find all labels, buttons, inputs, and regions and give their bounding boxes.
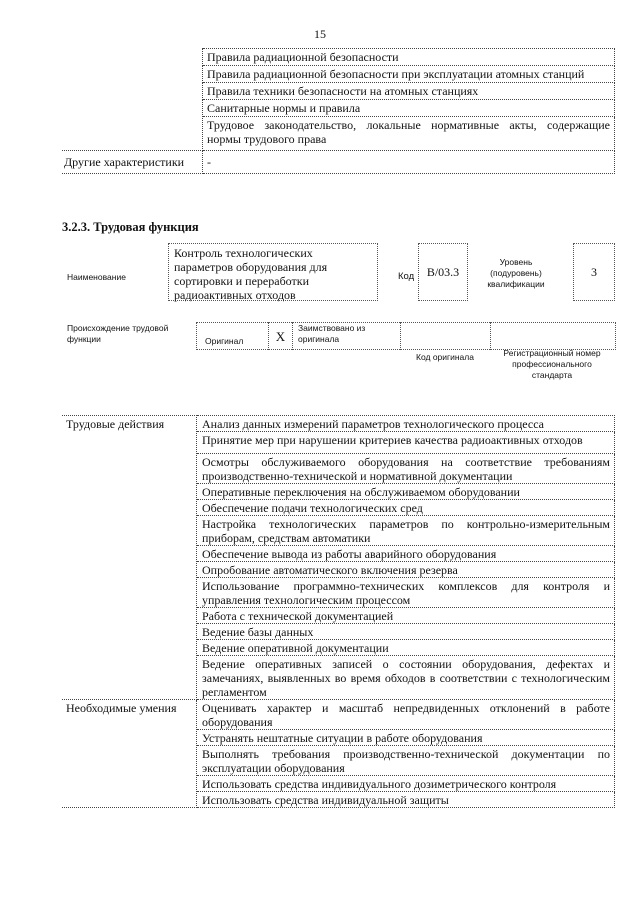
actions-label: Трудовые действия [62, 416, 197, 700]
other-characteristics-label: Другие характеристики [62, 151, 203, 174]
list-item: Правила радиационной безопасности [203, 49, 615, 66]
skill-item: Использовать средства индивидуального дозиметрического контроля [197, 776, 615, 792]
name-label: Наименование [67, 272, 126, 282]
empty-label-cell [62, 49, 203, 151]
action-item: Оперативные переключения на обслуживаемом оборудовании [197, 484, 615, 500]
labor-functions-table [62, 415, 615, 808]
skill-item: Использовать средства индивидуальной защиты [197, 792, 615, 808]
skill-item: Выполнять требования производственно-технической документации по эксплуатации оборудования [197, 746, 615, 776]
skills-label: Необходимые умения [62, 700, 197, 808]
action-item: Анализ данных измерений параметров технологического процесса [197, 416, 615, 432]
code-original-cell [400, 322, 490, 350]
action-item: Настройка технологических параметров по контрольно-измерительным приборам, средствам автоматики [197, 516, 615, 546]
list-item: Правила радиационной безопасности при эксплуатации атомных станций [203, 66, 615, 83]
action-item: Ведение базы данных [197, 624, 615, 640]
action-item: Принятие мер при нарушении критериев качества радиоактивных отходов [197, 432, 615, 454]
table-row [62, 416, 615, 432]
list-item: Санитарные нормы и правила [203, 100, 615, 117]
action-item: Ведение оперативной документации [197, 640, 615, 656]
requirements-table [62, 48, 615, 174]
function-name-box: Контроль технологических параметров оборудования для сортировки и переработки радиоактивных отходов [168, 243, 378, 301]
section-title: 3.2.3. Трудовая функция [62, 220, 199, 234]
table-row [62, 49, 615, 66]
original-mark-cell [268, 322, 292, 350]
code-label: Код [398, 271, 415, 282]
table-row [62, 700, 615, 730]
level-label: Уровень (подуровень) квалификации [487, 257, 545, 289]
other-characteristics-value: - [203, 151, 615, 174]
original-cell [196, 322, 268, 350]
code-original-label: Код оригинала [416, 352, 474, 362]
original-label: Оригинал [205, 336, 244, 346]
original-mark: X [275, 329, 286, 344]
reg-number-label: Регистрационный номер профессионального стандарта [503, 348, 601, 380]
list-item: Трудовое законодательство, локальные нормативные акты, содержащие нормы трудового права [203, 117, 615, 151]
function-code-box: В/03.3 [418, 243, 468, 301]
level-box: 3 [573, 243, 615, 301]
origin-row [196, 322, 616, 350]
action-item: Обеспечение вывода из работы аварийного оборудования [197, 546, 615, 562]
reg-number-cell [490, 322, 616, 350]
action-item: Работа с технической документацией [197, 608, 615, 624]
borrowed-cell [292, 322, 400, 350]
action-item: Использование программно-технических комплексов для контроля и управления технологическим процессом [197, 578, 615, 608]
action-item: Ведение оперативных записей о состоянии оборудования, дефектах и замечаниях, выявленных во время обходов в соответствии с технологическим регламентом [197, 656, 615, 700]
skill-item: Устранять нештатные ситуации в работе оборудования [197, 730, 615, 746]
page-number: 15 [314, 27, 326, 41]
table-row [62, 151, 615, 174]
borrowed-label: Заимствовано из оригинала [298, 323, 366, 344]
skill-item: Оценивать характер и масштаб непредвиденных отклонений в работе оборудования [197, 700, 615, 730]
action-item: Осмотры обслуживаемого оборудования на соответствие требованиям производственно-технической и нормативной документации [197, 454, 615, 484]
list-item: Правила техники безопасности на атомных станциях [203, 83, 615, 100]
action-item: Опробование автоматического включения резерва [197, 562, 615, 578]
origin-label: Происхождение трудовой функции [67, 323, 169, 344]
action-item: Обеспечение подачи технологических сред [197, 500, 615, 516]
